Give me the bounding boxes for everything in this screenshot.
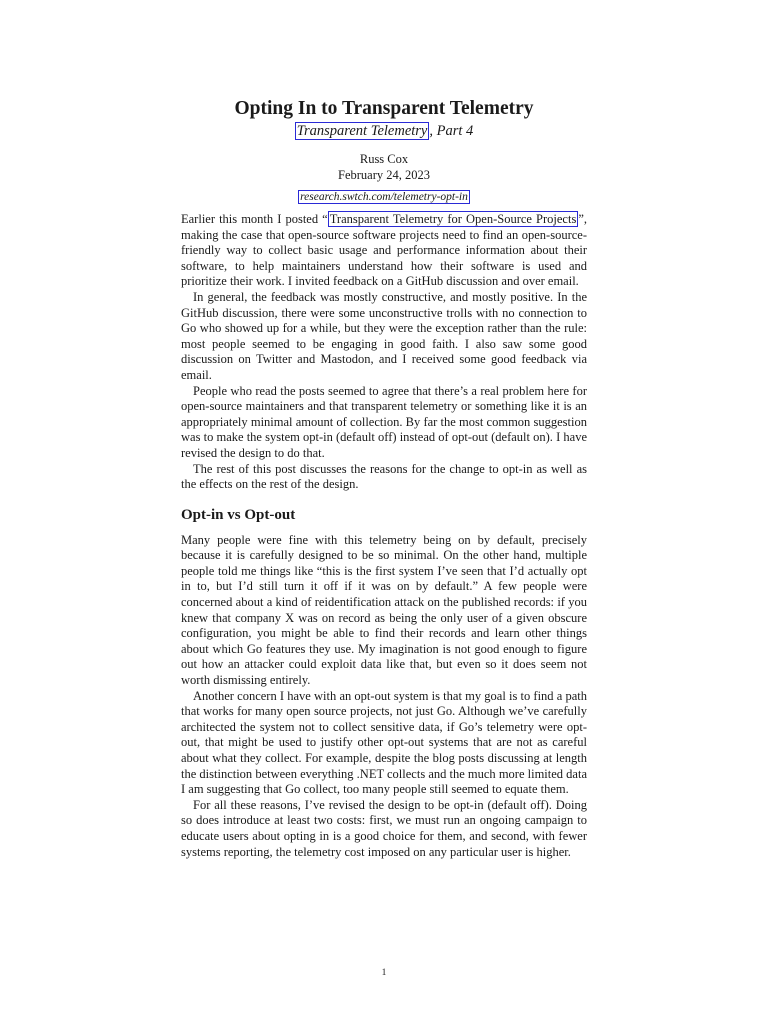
author-name: Russ Cox [359, 152, 409, 166]
intro-paragraph-4: The rest of this post discusses the reasons for the change to opt-in as well as the effects on the rest of the design. [181, 461, 587, 492]
section-paragraph-3: For all these reasons, I’ve revised the design to be opt-in (default off). Doing so does introduce at least two costs: first, we must run an ongoing campaign to educate users about opting in is a good choice for them, and second, with fewer systems reporting, the telemetry cost imposed on any particular user is higher. [181, 797, 587, 859]
page-number: 1 [381, 968, 387, 978]
intro-paragraph-3: People who read the posts seemed to agree that there’s a real problem here for open-source maintainers and that transparent telemetry or something like it is an appropriately minimal amount of collection. By far the most common suggestion was to make the system opt-in (default off) instead of opt-out (default on). I have revised the design to do that. [181, 383, 587, 460]
section-heading: Opt-in vs Opt-out [181, 506, 296, 523]
previous-post-link[interactable]: Transparent Telemetry for Open-Source Projects [329, 212, 577, 226]
intro-p1-rest: ”, making the case that open-source software projects need to find an open-source-friendly way to collect basic usage and performance information about their software, to help maintainers understand how their software is used and prioritize their work. I invited feedback on a GitHub discussion and over email. [181, 212, 588, 289]
intro-p1-lead: Earlier this month I posted “ [181, 212, 328, 226]
section-paragraph-2: Another concern I have with an opt-out system is that my goal is to find a path that works for many open source projects, not just Go. Although we’ve carefully architected the system not to collect sensitive data, if Go’s telemetry were opt-out, that might be used to justify other opt-out systems that are not as careful about what they collect. For example, despite the blog posts discussing at length the distinction between everything .NET collects and the much more limited data I am suggesting that Go collect, too many people still seemed to equate them. [181, 688, 587, 797]
source-url-link[interactable]: research.swtch.com/telemetry-opt-in [300, 191, 468, 203]
series-link[interactable]: Transparent Telemetry [296, 123, 428, 139]
section-paragraph-1: Many people were fine with this telemetry being on by default, precisely because it is carefully designed to be so minimal. On the other hand, multiple people told me things like “this is the first system I’ve seen that I’d actually opt in to, but I’d still turn it off if it was on by default.” A few people were concerned about a kind of reidentification attack on the published records: if you knew that company X was on record as being the only user of a given obscure configuration, you might be able to find their records and learn other things about which Go features they use. My imagination is not good enough to figure out how an attacker could exploit data like that, but even so it does seem not worth dismissing entirely. [181, 532, 587, 688]
intro-paragraph-2: In general, the feedback was mostly constructive, and mostly positive. In the GitHub discussion, there were some unconstructive trolls with no connection to Go who showed up for a while, but they were the exception rather than the rule: most people seemed to be engaging in good faith. I also saw some good discussion on Twitter and Mastodon, and I received some good feedback via email. [181, 289, 587, 382]
intro-paragraph-1 [181, 212, 587, 290]
document-title: Opting In to Transparent Telemetry [234, 98, 534, 119]
publication-date: February 24, 2023 [338, 168, 430, 182]
page-content [181, 96, 587, 860]
series-part: , Part 4 [429, 123, 474, 139]
source-url [181, 190, 587, 204]
document-subtitle [181, 122, 587, 140]
article-body [181, 212, 587, 860]
